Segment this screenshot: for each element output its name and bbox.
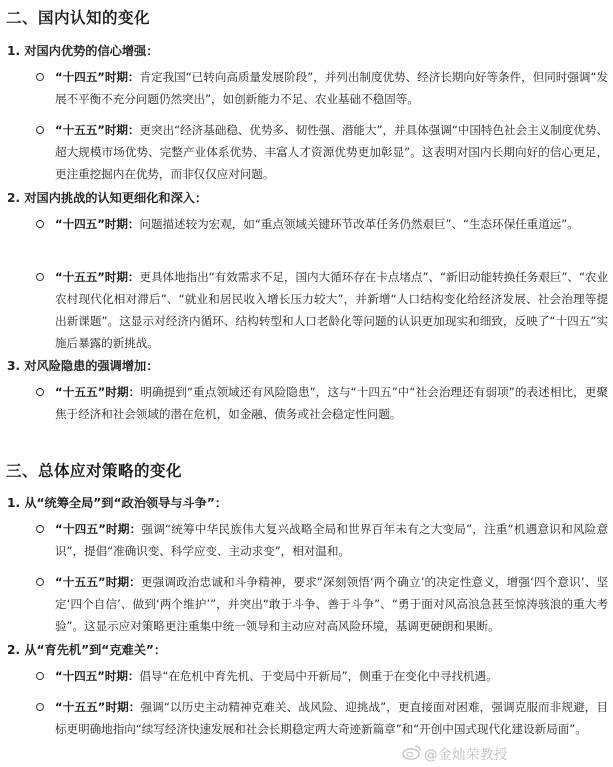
- numbered-heading: 1. 从“统筹全局”到“政治领导与斗争”：: [7, 496, 228, 510]
- bullet-text: “十五五”时期：明确提到“重点领域还有风险隐患”，这与“十四五”中“社会治理还有弱项”的表述相比，更聚焦于经济和社会领域的潜在危机，如金融、债务或社会稳定性问题。: [55, 385, 608, 421]
- bullet-text: “十四五”时期：倡导“在危机中育先机、于变局中开新局”，侧重于在变化中寻找机遇。: [55, 669, 498, 683]
- section-title: 三、总体应对策略的变化: [6, 462, 183, 480]
- hollow-circle-bullet-icon: [36, 273, 44, 281]
- hollow-circle-bullet-icon: [36, 703, 44, 711]
- bullet-text: “十四五”时期：强调“统筹中华民族伟大复兴战略全局和世界百年未有之大变局”，注重“机遇意识和风险意识”，提倡“准确识变、科学应变、主动求变”，相对温和。: [55, 522, 608, 558]
- bullet-text: “十五五”时期：更具体地指出“有效需求不足，国内大循环存在卡点堵点”、“新旧动能转换任务艰巨”、“农业农村现代化相对滞后”、“就业和居民收入增长压力较大”，并新增“人口结构变化给经济发展、社会治理等提出新课题”。这显示对经济内循环、结构转型和人口老龄化等问题的认识更加现实和细致，反映了“十四五”实施后暴露的新挑战。: [55, 270, 609, 350]
- numbered-heading: 3. 对风险隐患的强调增加：: [7, 359, 159, 373]
- hollow-circle-bullet-icon: [36, 388, 44, 396]
- numbered-heading: 1. 对国内优势的信心增强：: [7, 44, 159, 58]
- hollow-circle-bullet-icon: [36, 126, 44, 134]
- hollow-circle-bullet-icon: [36, 578, 44, 586]
- hollow-circle-bullet-icon: [36, 672, 44, 680]
- numbered-heading: 2. 从“育先机”到“克难关”：: [7, 643, 167, 657]
- watermark: @金灿荣教授: [424, 747, 508, 763]
- bullet-text: “十四五”时期：肯定我国“已转向高质量发展阶段”，并列出制度优势、经济长期向好等条件，但同时强调“发展不平衡不充分问题仍然突出”，如创新能力不足、农业基础不稳固等。: [55, 70, 608, 106]
- weibo-logo-icon: [402, 744, 422, 760]
- numbered-heading: 2. 对国内挑战的认知更细化和深入：: [7, 191, 208, 205]
- bullet-text: “十四五”时期：问题描述较为宏观，如“重点领域关键环节改革任务仍然艰巨”、“生态环保任重道远”。: [55, 217, 579, 231]
- hollow-circle-bullet-icon: [36, 220, 44, 228]
- hollow-circle-bullet-icon: [36, 525, 44, 533]
- bullet-text: “十五五”时期：强调“以历史主动精神克难关、战风险、迎挑战”，更直接面对困难，强调克服而非规避，目标更明确地指向“续写经济快速发展和社会长期稳定两大奇迹新篇章”和“开创中国式现代化建设新局面”。: [55, 700, 608, 736]
- section-title: 二、国内认知的变化: [6, 9, 151, 27]
- bullet-text: “十五五”时期：更突出“经济基础稳、优势多、韧性强、潜能大”，并具体强调“中国特色社会主义制度优势、超大规模市场优势、完整产业体系优势、丰富人才资源优势更加彰显”。这表明对国内长期向好的信心更足，更注重挖掘内在优势，而非仅仅应对问题。: [55, 123, 608, 181]
- bullet-text: “十五五”时期：更强调政治忠诚和斗争精神，要求“深刻领悟‘两个确立’的决定性意义，增强‘四个意识’、坚定‘四个自信’、做到‘两个维护’”，并突出“敢于斗争、善于斗争”、“勇于面对风高浪急甚至惊涛骇浪的重大考验”。这显示应对策略更注重集中统一领导和主动应对高风险环境，基调更硬朗和果断。: [55, 575, 608, 633]
- hollow-circle-bullet-icon: [36, 73, 44, 81]
